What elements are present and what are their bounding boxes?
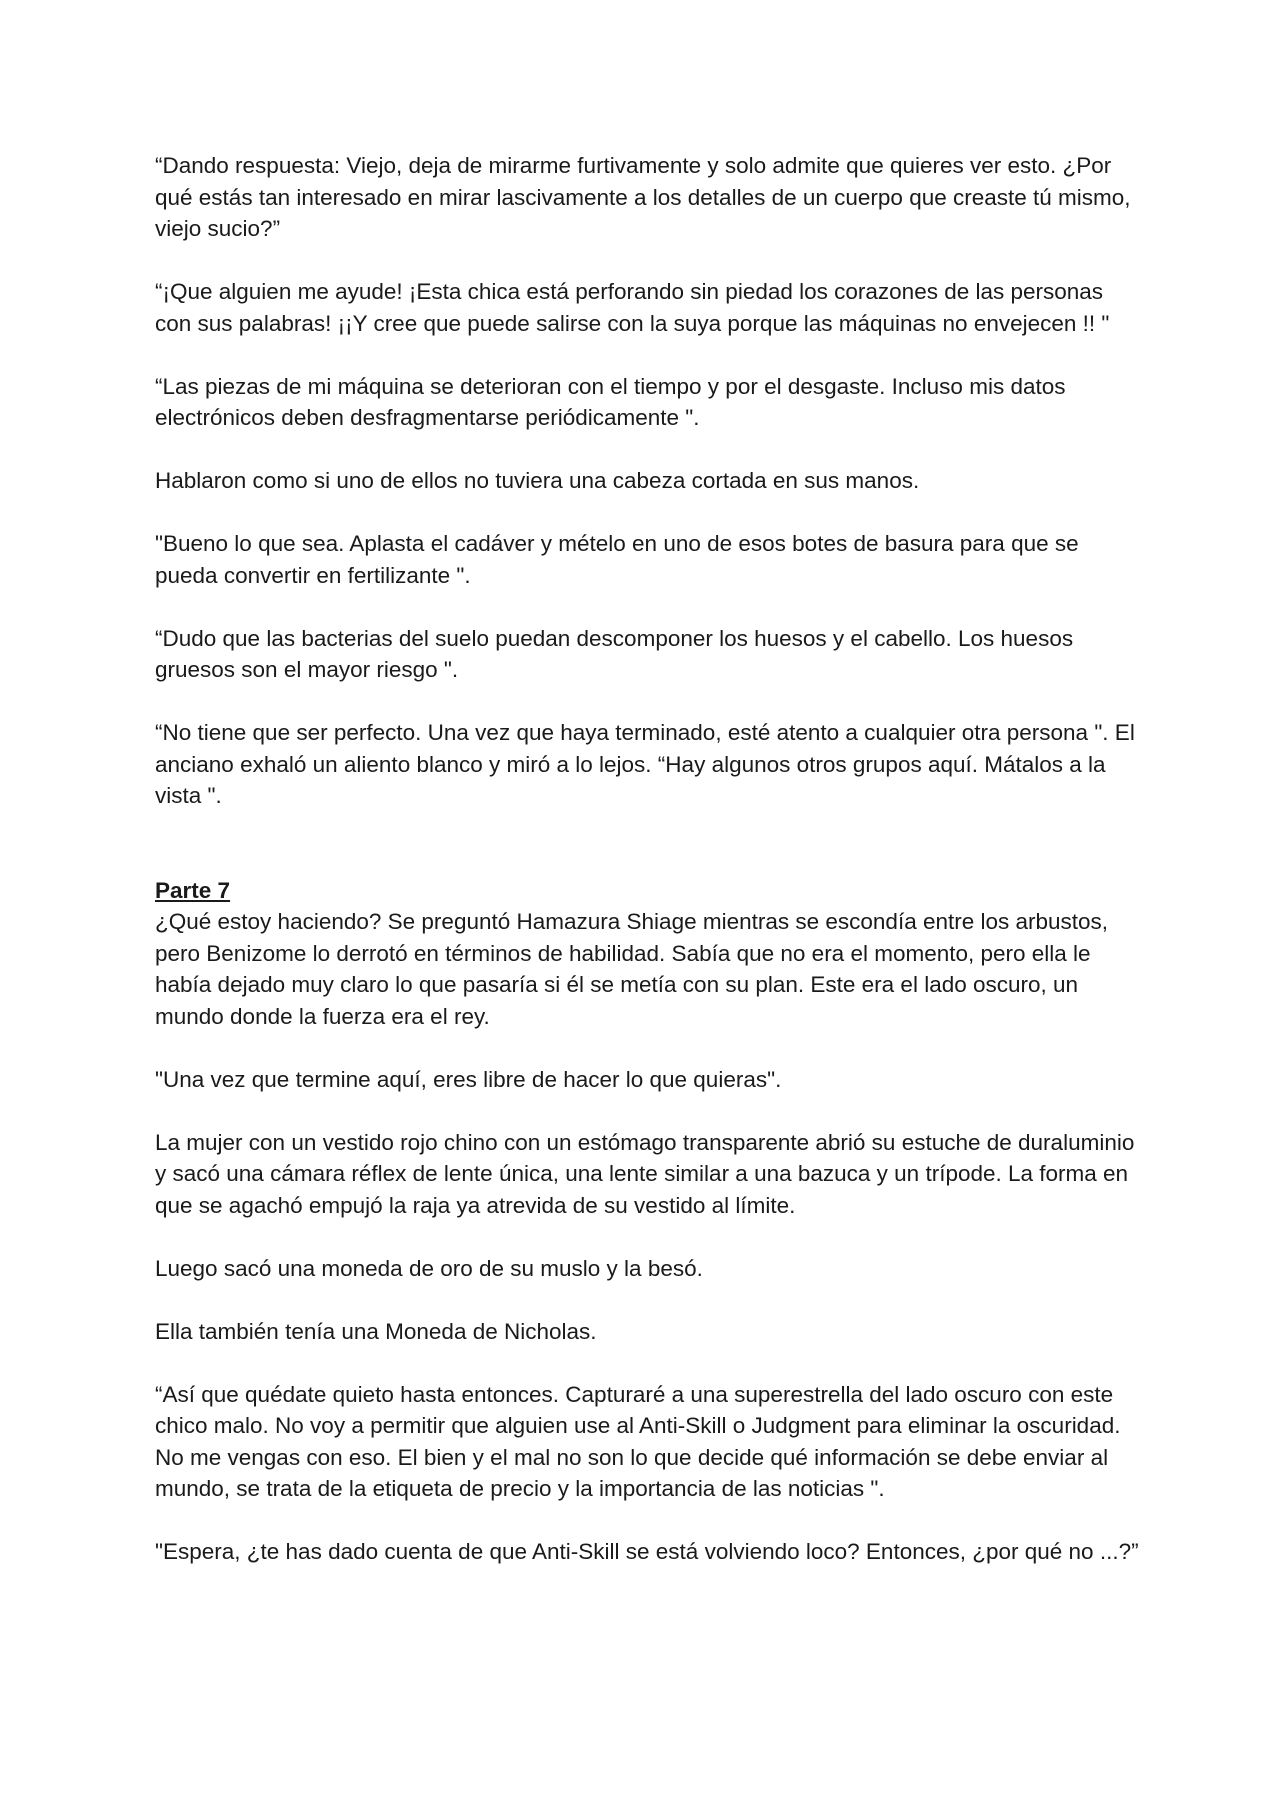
- paragraph: La mujer con un vestido rojo chino con un estómago transparente abrió su estuche de duraluminio y sacó una cámara réflex de lente única, una lente similar a una bazuca y un trípode. La forma en que se agachó empujó la raja ya atrevida de su vestido al límite.: [155, 1129, 1135, 1218]
- paragraph: Luego sacó una moneda de oro de su muslo y la besó.: [155, 1255, 703, 1281]
- paragraph: “Las piezas de mi máquina se deterioran con el tiempo y por el desgaste. Incluso mis datos electrónicos deben desfragmentarse periódicamente ".: [155, 373, 1066, 430]
- paragraph: ¿Qué estoy haciendo? Se preguntó Hamazura Shiage mientras se escondía entre los arbustos, pero Benizome lo derrotó en términos de habilidad. Sabía que no era el momento, pero ella le había dejado muy claro lo que pasaría si él se metía con su plan. Este era el lado oscuro, un mundo donde la fuerza era el rey.: [155, 909, 1109, 1029]
- paragraph: “¡Que alguien me ayude! ¡Esta chica está perforando sin piedad los corazones de las personas con sus palabras! ¡¡Y cree que puede salirse con la suya porque las máquinas no envejecen !! ": [155, 279, 1110, 336]
- paragraph: “Así que quédate quieto hasta entonces. Capturaré a una superestrella del lado oscuro con este chico malo. No voy a permitir que alguien use al Anti-Skill o Judgment para eliminar la oscuridad. No me vengas con eso. El bien y el mal no son lo que decide qué información se debe enviar al mundo, se trata de la etiqueta de precio y la importancia de las noticias ".: [155, 1381, 1121, 1501]
- paragraph: Hablaron como si uno de ellos no tuviera una cabeza cortada en sus manos.: [155, 468, 920, 493]
- section-title: Parte 7: [155, 877, 231, 903]
- paragraph: Ella también tenía una Moneda de Nicholas.: [155, 1318, 597, 1344]
- paragraph: “No tiene que ser perfecto. Una vez que haya terminado, esté atento a cualquier otra persona ". El anciano exhaló un aliento blanco y miró a lo lejos. “Hay algunos otros grupos aquí. Mátalos a la vista ".: [155, 720, 1135, 808]
- paragraph: “Dudo que las bacterias del suelo puedan descomponer los huesos y el cabello. Los huesos gruesos son el mayor riesgo ".: [155, 625, 1074, 682]
- paragraph: "Bueno lo que sea. Aplasta el cadáver y mételo en uno de esos botes de basura para que se pueda convertir en fertilizante ".: [155, 531, 1079, 588]
- paragraph: "Espera, ¿te has dado cuenta de que Anti-Skill se está volviendo loco? Entonces, ¿por qué no ...?”: [155, 1539, 1139, 1564]
- paragraph: “Dando respuesta: Viejo, deja de mirarme furtivamente y solo admite que quieres ver esto. ¿Por qué estás tan interesado en mirar lascivamente a los detalles de un cuerpo que creaste tú mismo, viejo sucio?”: [155, 153, 1131, 241]
- document-page: [155, 150, 1140, 1599]
- spacer: [155, 843, 1140, 875]
- paragraph: "Una vez que termine aquí, eres libre de hacer lo que quieras".: [155, 1066, 782, 1092]
